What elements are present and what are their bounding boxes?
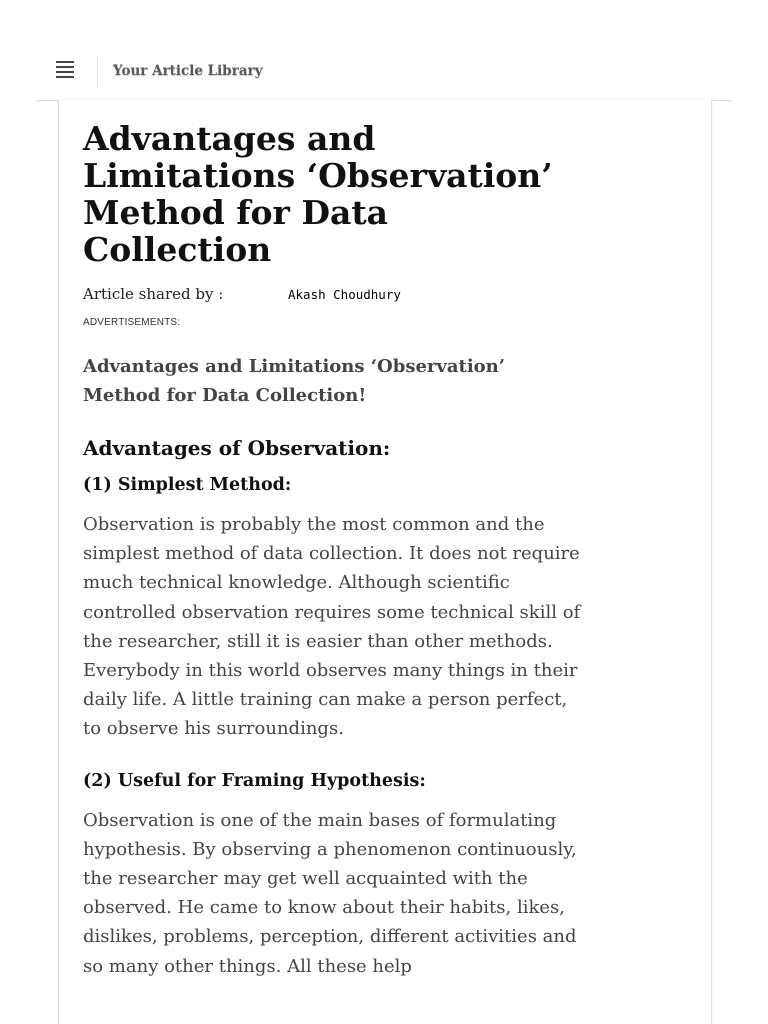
advertisements-label: ADVERTISEMENTS: xyxy=(83,317,181,328)
article-card xyxy=(58,100,712,1024)
byline-label: Article shared by : xyxy=(83,285,224,303)
byline xyxy=(83,285,583,307)
section-heading: Advantages of Observation: xyxy=(83,436,391,460)
subsection-body: Observation is one of the main bases of formulating hypothesis. By observing a phenomenon continuously, the researcher may get well acquainted with the observed. He came to know about their habits, likes, dislikes, problems, perception, different activities and so many other things. All these help xyxy=(83,809,577,977)
subsection-heading: (1) Simplest Method: xyxy=(83,475,292,495)
header-divider xyxy=(97,58,98,88)
subsection-body: Observation is probably the most common and the simplest method of data collection. It does not require much technical knowledge. Although scientific controlled observation requires some technical skill of the researcher, still it is easier than other methods. Everybody in this world observes many things in their daily life. A little training can make a person perfect, to observe his surroundings. xyxy=(83,514,581,740)
top-bar xyxy=(36,44,732,101)
site-title-link[interactable]: Your Article Library xyxy=(113,63,263,79)
article-content xyxy=(83,120,583,981)
article-lead: Advantages and Limitations ‘Observation’ Method for Data Collection! xyxy=(83,356,506,406)
hamburger-menu-icon[interactable] xyxy=(56,61,76,79)
subsection-heading: (2) Useful for Framing Hypothesis: xyxy=(83,770,426,791)
article-title: Advantages and Limitations ‘Observation’ Method for Data Collection xyxy=(83,119,553,269)
author-name[interactable]: Akash Choudhury xyxy=(288,287,401,302)
